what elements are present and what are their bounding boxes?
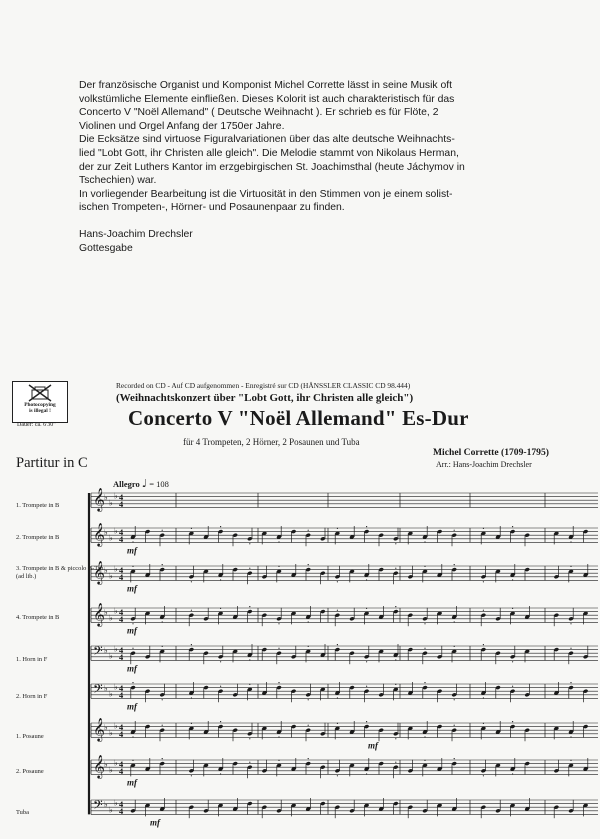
time-signature: 4 — [119, 492, 124, 502]
staccato-dot — [483, 528, 484, 529]
staccato-dot — [132, 682, 133, 683]
flat-icon: ♭ — [109, 533, 113, 543]
duration: Dauer: ca. 6'30" — [17, 422, 56, 428]
time-signature: 4 — [119, 527, 124, 537]
flat-icon: ♭ — [109, 651, 113, 661]
staccato-dot — [483, 644, 484, 645]
staccato-dot — [424, 541, 425, 542]
bass-clef-icon: 𝄢 — [93, 797, 103, 816]
flat-icon: ♭ — [104, 608, 108, 618]
treble-clef-icon: 𝄞 — [93, 753, 105, 778]
signature-name: Hans-Joachim Drechsler — [79, 228, 193, 240]
staccato-dot — [366, 773, 367, 774]
flat-icon: ♭ — [114, 682, 118, 692]
flat-icon: ♭ — [104, 493, 108, 503]
staccato-dot — [132, 623, 133, 624]
staccato-dot — [337, 697, 338, 698]
flat-icon: ♭ — [104, 566, 108, 576]
stamp-line-2: is illegal ! — [29, 408, 51, 414]
staccato-dot — [132, 566, 133, 567]
staccato-dot — [395, 762, 396, 763]
staff-label: 4. Trompete in B — [16, 614, 60, 621]
instrumentation: für 4 Trompeten, 2 Hörner, 2 Posaunen und Tuba — [183, 437, 360, 447]
intro-line: Der französische Organist und Komponist Michel Corrette lässt in seine Musik oft — [79, 80, 453, 91]
staccato-dot — [278, 760, 279, 761]
time-signature: 4 — [119, 683, 124, 693]
staccato-dot — [220, 526, 221, 527]
dynamic-mark: mf — [127, 583, 137, 594]
intro-line: Die Ecksätze sind virtuose Figuralvariationen über das alte deutsche Weihnachts- — [79, 134, 455, 146]
staccato-dot — [424, 566, 425, 567]
staccato-dot — [512, 579, 513, 580]
signature-place: Gottesgabe — [79, 242, 133, 254]
staccato-dot — [424, 648, 425, 649]
dynamic-mark: mf — [127, 545, 137, 556]
staccato-dot — [454, 564, 455, 565]
treble-clef-icon: 𝄞 — [93, 486, 105, 511]
staccato-dot — [337, 610, 338, 611]
staccato-dot — [570, 566, 571, 567]
staccato-dot — [191, 644, 192, 645]
bass-clef-icon: 𝄢 — [93, 681, 103, 700]
staccato-dot — [162, 646, 163, 647]
flat-icon: ♭ — [104, 528, 108, 538]
staccato-dot — [454, 725, 455, 726]
staccato-dot — [337, 723, 338, 724]
staccato-dot — [570, 736, 571, 737]
flat-icon: ♭ — [114, 721, 118, 731]
staccato-dot — [191, 581, 192, 582]
staccato-dot — [395, 606, 396, 607]
staccato-dot — [337, 644, 338, 645]
flat-icon: ♭ — [109, 689, 113, 699]
intro-line: Concerto V "Noël Allemand" ( Deutsche Weihnacht ). Er schrieb es für Flöte, 2 — [79, 107, 439, 119]
staccato-dot — [308, 564, 309, 565]
time-signature: 4 — [119, 535, 124, 545]
flat-icon: ♭ — [114, 758, 118, 768]
staccato-dot — [570, 623, 571, 624]
flat-icon: ♭ — [114, 798, 118, 808]
staff-label: 2. Trompete in B — [16, 534, 60, 541]
time-signature: 4 — [119, 615, 124, 625]
flat-icon: ♭ — [114, 491, 118, 501]
staccato-dot — [395, 659, 396, 660]
intro-line: Tschechien) war. — [79, 175, 157, 187]
staccato-dot — [454, 758, 455, 759]
flat-icon: ♭ — [109, 571, 113, 581]
staccato-dot — [337, 581, 338, 582]
staccato-dot — [570, 760, 571, 761]
staccato-dot — [483, 697, 484, 698]
staccato-dot — [512, 721, 513, 722]
staccato-dot — [162, 564, 163, 565]
dynamic-mark: mf — [127, 663, 137, 674]
intro-line: lied "Lobt Gott, ihr Christen alle gleich". Die Melodie stammt von Nikolaus Herman, — [79, 147, 459, 159]
staccato-dot — [366, 721, 367, 722]
flat-icon: ♭ — [109, 805, 113, 815]
staccato-dot — [424, 760, 425, 761]
staccato-dot — [424, 623, 425, 624]
staccato-dot — [132, 541, 133, 542]
recording-note: Recorded on CD - Auf CD aufgenommen - Enregistré sur CD (HÄNSSLER CLASSIC CD 98.444) — [116, 381, 411, 390]
staccato-dot — [570, 541, 571, 542]
dynamic-mark: mf — [127, 625, 137, 636]
staccato-dot — [191, 528, 192, 529]
staccato-dot — [249, 762, 250, 763]
staccato-dot — [308, 699, 309, 700]
staccato-dot — [278, 541, 279, 542]
staccato-dot — [308, 621, 309, 622]
staccato-dot — [220, 608, 221, 609]
time-signature: 4 — [119, 645, 124, 655]
flat-icon: ♭ — [104, 760, 108, 770]
staccato-dot — [220, 773, 221, 774]
time-signature: 4 — [119, 691, 124, 701]
staccato-dot — [249, 606, 250, 607]
staccato-dot — [424, 736, 425, 737]
staccato-dot — [191, 723, 192, 724]
flat-icon: ♭ — [104, 684, 108, 694]
flat-icon: ♭ — [114, 606, 118, 616]
flat-icon: ♭ — [114, 564, 118, 574]
staccato-dot — [570, 682, 571, 683]
staff-label: 2. Posaune — [16, 768, 44, 775]
score-title: Concerto V "Noël Allemand" Es-Dur — [128, 406, 469, 430]
intro-line: Violinen und Orgel Anfang der 1750er Jahre. — [79, 120, 285, 132]
intro-line: volkstümliche Elemente einfließen. Dieses Kolorit ist auch charakteristisch für das — [79, 93, 455, 105]
staccato-dot — [512, 608, 513, 609]
staccato-dot — [132, 736, 133, 737]
staccato-dot — [308, 646, 309, 647]
staccato-dot — [249, 738, 250, 739]
staccato-dot — [337, 528, 338, 529]
staccato-dot — [162, 758, 163, 759]
staccato-dot — [483, 723, 484, 724]
staccato-dot — [220, 721, 221, 722]
staccato-dot — [220, 661, 221, 662]
staccato-dot — [162, 621, 163, 622]
composer: Michel Corrette (1709-1795) — [433, 447, 549, 458]
staccato-dot — [337, 775, 338, 776]
flat-icon: ♭ — [114, 644, 118, 654]
staff-label: 2. Horn in F — [16, 693, 48, 700]
flat-icon: ♭ — [104, 800, 108, 810]
staccato-dot — [308, 758, 309, 759]
intro-line: der zur Zeit Luthers Kantor im erzgebirgischen St. Joachimsthal (heute Jáchymov in — [79, 161, 465, 173]
time-signature: 4 — [119, 500, 124, 510]
staccato-dot — [162, 725, 163, 726]
bass-clef-icon: 𝄢 — [93, 643, 103, 662]
staccato-dot — [162, 530, 163, 531]
tempo-word: Allegro — [113, 479, 140, 489]
staccato-dot — [191, 775, 192, 776]
staccato-dot — [132, 648, 133, 649]
staff-label: 3. Trompete in B & piccolo B-Trp. (ad lib.) — [16, 565, 105, 580]
time-signature: 4 — [119, 730, 124, 740]
staccato-dot — [249, 659, 250, 660]
staccato-dot — [308, 725, 309, 726]
flat-icon: ♭ — [104, 646, 108, 656]
staccato-dot — [278, 682, 279, 683]
staff-label: Tuba — [16, 809, 29, 816]
staccato-dot — [454, 530, 455, 531]
score-subtitle: (Weihnachtskonzert über "Lobt Gott, ihr Christen alle gleich") — [116, 392, 414, 404]
staccato-dot — [132, 760, 133, 761]
staccato-dot — [366, 526, 367, 527]
staccato-dot — [512, 661, 513, 662]
staccato-dot — [366, 686, 367, 687]
treble-clef-icon: 𝄞 — [93, 521, 105, 546]
staccato-dot — [249, 684, 250, 685]
partitur-label: Partitur in C — [16, 455, 88, 471]
staccato-dot — [366, 661, 367, 662]
staccato-dot — [278, 566, 279, 567]
intro-line: ischen Trompeten-, Hörner- und Posaunenpaar zu finden. — [79, 202, 345, 214]
flat-icon: ♭ — [109, 498, 113, 508]
time-signature: 4 — [119, 799, 124, 809]
treble-clef-icon: 𝄞 — [93, 559, 105, 584]
time-signature: 4 — [119, 573, 124, 583]
staccato-dot — [483, 610, 484, 611]
intro-line: In vorliegender Bearbeitung ist die Virtuosität in den Stimmen von je einem solist- — [79, 188, 453, 200]
treble-clef-icon: 𝄞 — [93, 716, 105, 741]
staccato-dot — [454, 621, 455, 622]
stamp-line-1: Photocopying — [24, 402, 56, 408]
staccato-dot — [454, 699, 455, 700]
staff-label: 1. Horn in F — [16, 656, 48, 663]
staccato-dot — [220, 579, 221, 580]
staccato-dot — [395, 684, 396, 685]
dynamic-mark: mf — [368, 740, 378, 751]
staccato-dot — [483, 775, 484, 776]
tempo-value: = 108 — [149, 479, 169, 489]
time-signature: 4 — [119, 722, 124, 732]
dynamic-mark: mf — [127, 701, 137, 712]
arranger: Arr.: Hans-Joachim Drechsler — [436, 460, 532, 469]
staccato-dot — [395, 738, 396, 739]
staccato-dot — [366, 608, 367, 609]
time-signature: 4 — [119, 807, 124, 817]
staccato-dot — [278, 648, 279, 649]
time-signature: 4 — [119, 767, 124, 777]
staccato-dot — [249, 568, 250, 569]
dynamic-mark: mf — [127, 777, 137, 788]
staff-label: 1. Trompete in B — [16, 502, 60, 509]
staccato-dot — [483, 581, 484, 582]
staff-label: 1. Posaune — [16, 733, 44, 740]
staccato-dot — [220, 686, 221, 687]
flat-icon: ♭ — [114, 526, 118, 536]
flat-icon: ♭ — [109, 765, 113, 775]
staccato-dot — [308, 530, 309, 531]
staccato-dot — [191, 697, 192, 698]
dynamic-mark: mf — [150, 817, 160, 828]
staccato-dot — [249, 543, 250, 544]
time-signature: 4 — [119, 653, 124, 663]
staccato-dot — [424, 682, 425, 683]
staccato-dot — [366, 579, 367, 580]
staccato-dot — [162, 699, 163, 700]
quarter-note-icon: ♩ — [141, 477, 148, 490]
staccato-dot — [570, 648, 571, 649]
staccato-dot — [512, 526, 513, 527]
staccato-dot — [512, 773, 513, 774]
treble-clef-icon: 𝄞 — [93, 601, 105, 626]
staccato-dot — [191, 610, 192, 611]
staccato-dot — [512, 686, 513, 687]
flat-icon: ♭ — [104, 723, 108, 733]
flat-icon: ♭ — [109, 613, 113, 623]
time-signature: 4 — [119, 565, 124, 575]
time-signature: 4 — [119, 759, 124, 769]
staccato-dot — [395, 543, 396, 544]
dynamics — [127, 545, 379, 827]
flat-icon: ♭ — [109, 728, 113, 738]
staccato-dot — [454, 646, 455, 647]
time-signature: 4 — [119, 607, 124, 617]
staccato-dot — [278, 623, 279, 624]
staccato-dot — [395, 568, 396, 569]
score-staves — [89, 487, 598, 818]
staccato-dot — [278, 736, 279, 737]
